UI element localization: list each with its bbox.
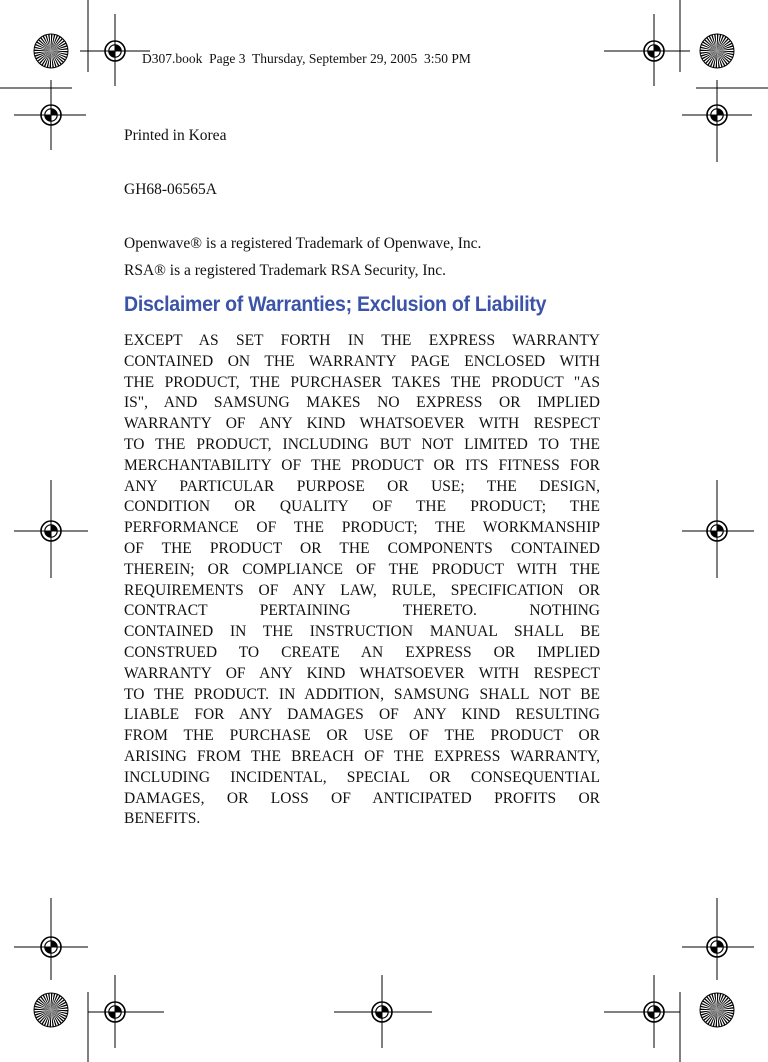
disclaimer-line: MERCHANTABILITY OF THE PRODUCT OR ITS FITNESS FOR [124,456,600,474]
disclaimer-line: IS", AND SAMSUNG MAKES NO EXPRESS OR IMPLIED [124,394,600,412]
part-number: GH68-06565A [124,181,217,198]
star-target-mark [700,993,734,1027]
disclaimer-line: LIABLE FOR ANY DAMAGES OF ANY KIND RESULTING [124,706,600,724]
disclaimer-line: CONTRACT PERTAINING THERETO. NOTHING [124,602,600,620]
disclaimer-line: THE PRODUCT, THE PURCHASER TAKES THE PRODUCT "AS [124,373,600,391]
star-target-mark [700,34,734,68]
disclaimer-line: THEREIN; OR COMPLIANCE OF THE PRODUCT WITH THE [124,560,600,578]
printed-in-text: Printed in Korea [124,127,227,144]
disclaimer-line: CONTAINED IN THE INSTRUCTION MANUAL SHALL BE [124,623,600,641]
trademark-rsa: RSA® is a registered Trademark RSA Security, Inc. [124,262,447,279]
disclaimer-heading: Disclaimer of Warranties; Exclusion of Liability [124,293,547,316]
disclaimer-line: WARRANTY OF ANY KIND WHATSOEVER WITH RESPECT [124,664,600,682]
disclaimer-line: TO THE PRODUCT. IN ADDITION, SAMSUNG SHALL NOT BE [124,685,600,703]
disclaimer-line: FROM THE PURCHASE OR USE OF THE PRODUCT OR [124,727,600,745]
disclaimer-line: OF THE PRODUCT OR THE COMPONENTS CONTAINED [124,539,600,557]
star-target-mark [34,34,68,68]
disclaimer-line: INCLUDING INCIDENTAL, SPECIAL OR CONSEQUENTIAL [124,768,600,786]
print-header-info: D307.book Page 3 Thursday, September 29, 2005 3:50 PM [142,51,471,66]
disclaimer-line: BENEFITS. [124,810,201,828]
disclaimer-line: REQUIREMENTS OF ANY LAW, RULE, SPECIFICATION OR [124,581,600,599]
disclaimer-line: ARISING FROM THE BREACH OF THE EXPRESS WARRANTY, [124,747,600,765]
disclaimer-line: CONSTRUED TO CREATE AN EXPRESS OR IMPLIED [124,643,600,661]
disclaimer-body [124,331,600,830]
disclaimer-line: CONDITION OR QUALITY OF THE PRODUCT; THE [124,498,600,516]
star-target-mark [34,993,68,1027]
disclaimer-line: ANY PARTICULAR PURPOSE OR USE; THE DESIGN, [124,477,600,495]
disclaimer-line: DAMAGES, OR LOSS OF ANTICIPATED PROFITS OR [124,789,600,807]
disclaimer-line: CONTAINED ON THE WARRANTY PAGE ENCLOSED WITH [124,352,600,370]
disclaimer-line: TO THE PRODUCT, INCLUDING BUT NOT LIMITED TO THE [124,435,600,453]
disclaimer-line: PERFORMANCE OF THE PRODUCT; THE WORKMANSHIP [124,519,600,537]
disclaimer-line: EXCEPT AS SET FORTH IN THE EXPRESS WARRANTY [124,332,600,349]
disclaimer-line: WARRANTY OF ANY KIND WHATSOEVER WITH RESPECT [124,415,600,433]
trademark-openwave: Openwave® is a registered Trademark of Openwave, Inc. [124,235,482,252]
